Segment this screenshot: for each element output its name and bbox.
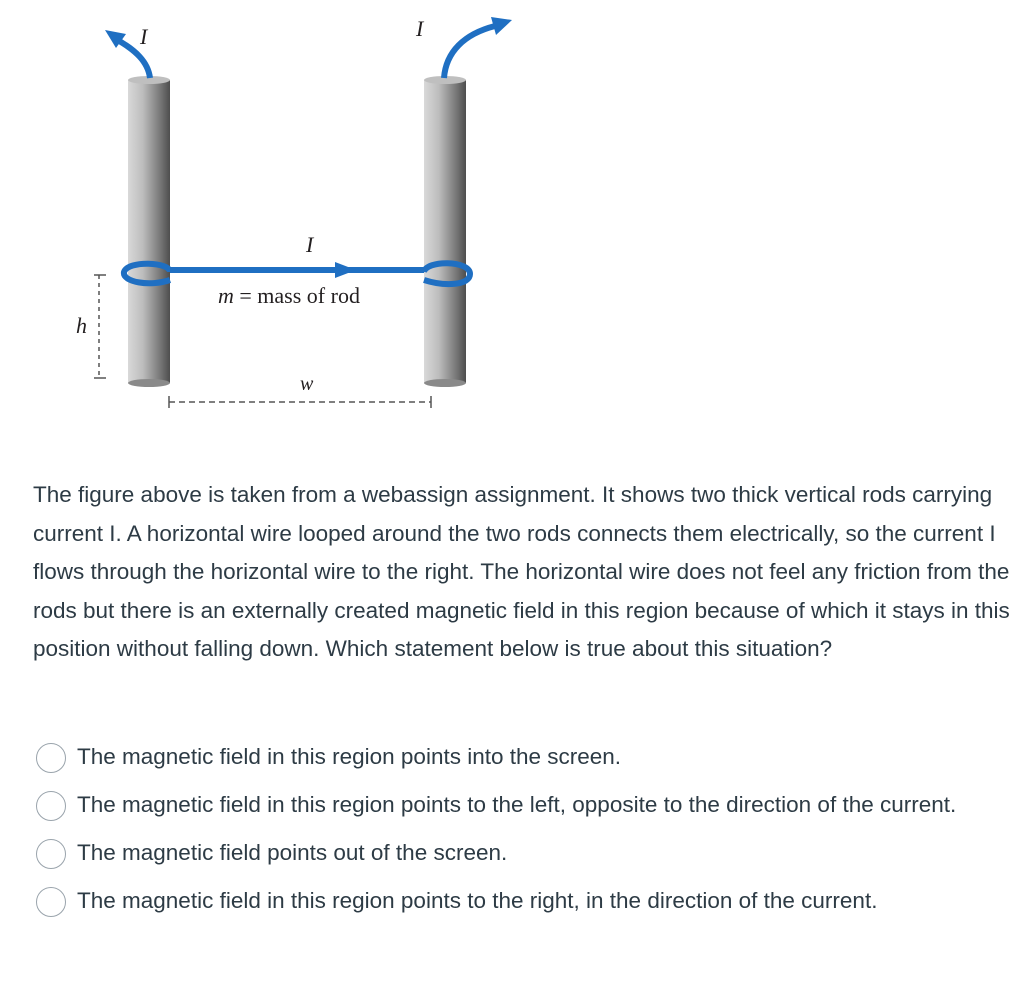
right-current-arrow [444,26,495,78]
height-label: h [76,313,87,338]
mass-label-variable: m [218,283,234,308]
question-text: The figure above is taken from a webassign assignment. It shows two thick vertical rods carrying current I. A horizontal wire looped around the two rods connects them electrically, so the current I flows through the horizontal wire to the right. The horizontal wire does not feel any friction from the rods but there is an externally created magnetic field in this region because of which it stays in this position without falling down. Which statement below is true about this situation? [33,482,1010,662]
wire-direction-arrowhead [335,262,356,278]
answer-option[interactable] [36,738,1016,776]
radio-button[interactable] [36,839,66,869]
answer-option[interactable] [36,834,1016,872]
mass-label-text: = mass of rod [233,283,360,308]
answer-label: The magnetic field points out of the screen. [77,840,508,865]
width-label: w [300,373,314,395]
left-rod [128,76,170,387]
answer-list [36,738,1016,920]
height-dimension [94,275,106,378]
radio-button[interactable] [36,791,66,821]
right-current-label: I [416,16,424,41]
right-rod [424,76,466,387]
wire-current-label: I [306,232,314,257]
radio-button[interactable] [36,887,66,917]
answer-option[interactable] [36,786,1016,824]
answer-label: The magnetic field in this region points into the screen. [77,744,622,769]
left-current-label: I [140,24,148,49]
rods-and-wire-figure [50,10,530,410]
answer-option[interactable] [36,882,1016,920]
right-current-arrowhead [491,17,512,35]
answer-label: The magnetic field in this region points to the left, opposite to the direction of the current. [77,792,957,817]
width-dimension [169,396,431,408]
answer-label: The magnetic field in this region points to the right, in the direction of the current. [77,888,878,913]
mass-label [218,283,360,308]
radio-button[interactable] [36,743,66,773]
